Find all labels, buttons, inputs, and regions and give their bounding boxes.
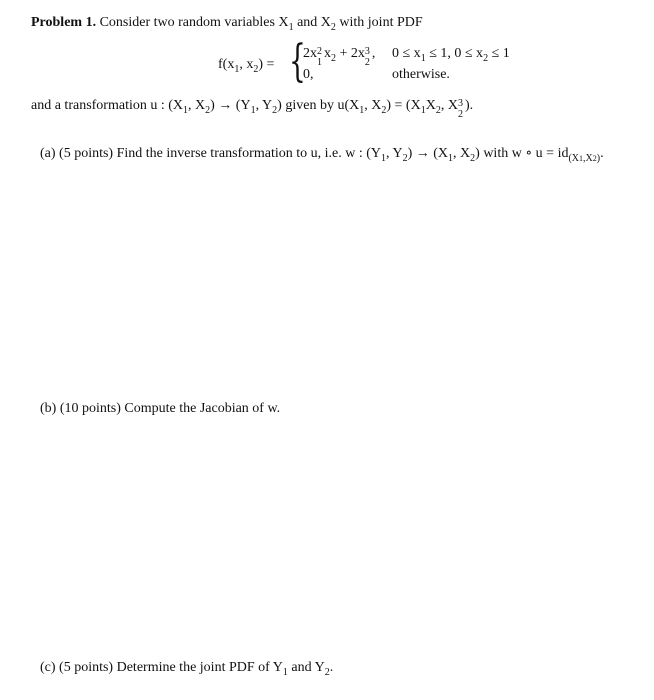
pdf-case2-expr: 0, — [303, 67, 314, 82]
problem-heading: Problem 1. — [31, 15, 97, 30]
problem-intro-and: and — [297, 15, 318, 30]
part-a-label: (a) — [40, 146, 56, 161]
pdf-case2-condition: otherwise. — [392, 67, 450, 82]
part-a-text: (5 points) Find the inverse transformation to u, i.e. w : ($Y_1$, $Y_2) \to (X_1$, $X_2$) with w ∘ $u = id_{(X1,X2)}$. — [59, 146, 604, 164]
variable-x2: $X_2$ — [320, 15, 336, 33]
part-b-text: (10 points) Compute the Jacobian of w. — [59, 401, 281, 416]
part-c-label: (c) — [40, 660, 56, 675]
part-c-text: (5 points) Determine the joint PDF of $Y_1$ and $Y_2$. — [59, 660, 334, 678]
part-b-label: (b) — [40, 401, 57, 416]
problem-intro-b: with joint PDF — [339, 15, 423, 30]
pdf-lhs: $f(x_1$, $x_2$) = — [218, 57, 275, 75]
variable-x1: $X_1$ — [278, 15, 294, 33]
part-a — [40, 145, 604, 164]
part-c — [40, 659, 333, 678]
part-b — [40, 400, 280, 418]
problem-intro-a: Consider two random variables — [99, 15, 275, 30]
problem-statement — [31, 14, 423, 33]
pdf-case1-expr: 2x 2 1 $x_2 + 2x$ 3 2 , — [303, 46, 376, 68]
left-brace-icon: { — [289, 36, 306, 87]
transformation-statement: and a transformation u : ($X_1$, $X_2) \to (Y_1$, $Y_2$) given by $u(X_1$, $X_2) = (X_1X_2$, X 3 2 ). — [31, 98, 474, 120]
pdf-case1-condition: $0 \le x_1 \le 1$, $0 \le x_2 \le 1$ — [392, 46, 510, 64]
